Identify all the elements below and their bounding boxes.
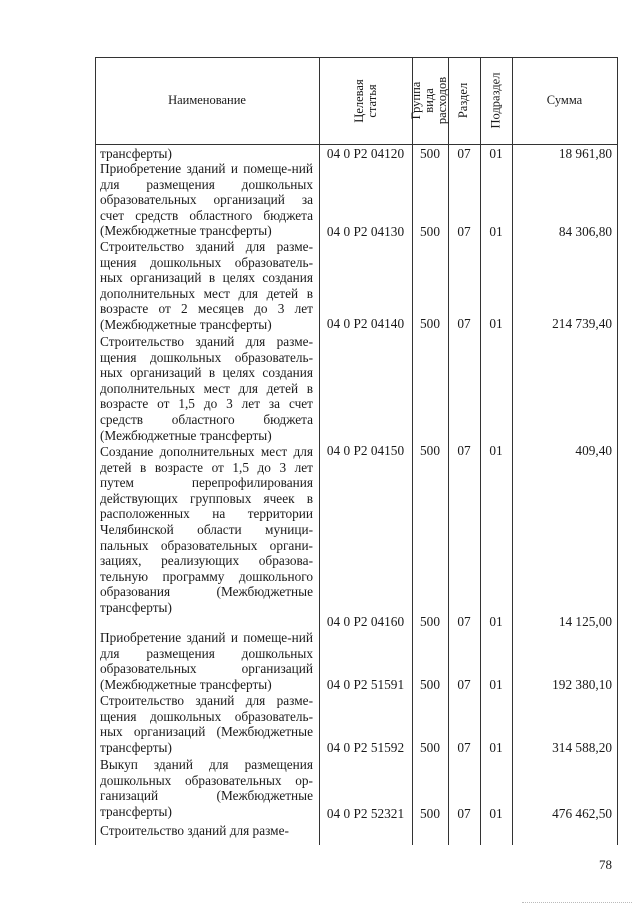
row-subsection: 01: [489, 740, 503, 755]
row-name: Выкуп зданий для размещения дошкольных образовательных ор-ганизаций (Межбюджетные трансферты): [100, 757, 313, 819]
row-group: 500: [420, 740, 440, 755]
row-target-code: 04 0 P2 04120: [326, 146, 405, 161]
row-target-code: 04 0 P2 04150: [326, 443, 405, 458]
row-section: 07: [457, 614, 471, 629]
row-sum: 314 588,20: [552, 740, 612, 755]
row-sum: 409,40: [575, 443, 612, 458]
header-name-cell: [95, 57, 319, 144]
header-group-cell: [409, 57, 450, 144]
header-name: Наименование: [168, 93, 246, 107]
row-name: Строительство зданий для разме-щения дошкольных образователь-ных организаций в целях создания дополнительных мест для детей в возрасте от 1,5 до 3 лет за счет средств областного бюджета (Межбюджетные трансферты): [100, 334, 313, 443]
header-subsection-cell: [480, 57, 512, 144]
row-group: 500: [420, 806, 440, 821]
row-target-code: 04 0 P2 51592: [326, 740, 405, 755]
header-sum: Сумма: [546, 93, 583, 107]
row-section: 07: [457, 316, 471, 331]
page-number: 78: [599, 857, 612, 872]
header-target: Целевая статья: [351, 78, 379, 123]
row-group: 500: [420, 614, 440, 629]
row-section: 07: [457, 740, 471, 755]
row-name: трансферты): [100, 146, 172, 161]
row-subsection: 01: [489, 146, 503, 161]
row-section: 07: [457, 443, 471, 458]
row-subsection: 01: [489, 443, 503, 458]
row-section: 07: [457, 806, 471, 821]
row-target-code: 04 0 P2 51591: [326, 677, 405, 692]
header-subsection: Подраздел: [488, 72, 503, 129]
row-name: Строительство зданий для разме-щения дошкольных образователь-ных организаций в целях создания дополнительных мест для детей в возрасте от 2 месяцев до 3 лет (Межбюджетные трансферты): [100, 239, 313, 332]
footer-rule: [522, 902, 632, 903]
row-sum: 84 306,80: [558, 224, 612, 239]
row-group: 500: [420, 316, 440, 331]
row-name: Приобретение зданий и помеще-ний для размещения дошкольных образовательных организаций (Межбюджетные трансферты): [100, 630, 313, 692]
row-group: 500: [420, 146, 440, 161]
row-target-code: 04 0 P2 52321: [326, 806, 405, 821]
header-section-cell: [448, 57, 480, 144]
row-sum: 192 380,10: [552, 677, 612, 692]
row-sum: 14 125,00: [558, 614, 612, 629]
row-sum: 476 462,50: [552, 806, 612, 821]
row-section: 07: [457, 677, 471, 692]
row-section: 07: [457, 146, 471, 161]
header-section: Раздел: [456, 82, 471, 119]
row-target-code: 04 0 P2 04140: [326, 316, 405, 331]
row-subsection: 01: [489, 224, 503, 239]
header-group: Группа вида расходов: [409, 76, 450, 125]
row-group: 500: [420, 677, 440, 692]
table-border-right: [617, 57, 618, 845]
row-subsection: 01: [489, 614, 503, 629]
header-sum-cell: [512, 57, 617, 144]
row-group: 500: [420, 443, 440, 458]
row-subsection: 01: [489, 677, 503, 692]
table-border-left: [95, 57, 96, 845]
header-target-cell: [319, 57, 412, 144]
row-sum: 214 739,40: [552, 316, 612, 331]
header-divider: [95, 144, 618, 145]
row-section: 07: [457, 224, 471, 239]
row-name: Строительство зданий для разме-щения дошкольных образователь-ных организаций (Межбюджетные трансферты): [100, 693, 313, 755]
row-target-code: 04 0 P2 04130: [326, 224, 405, 239]
row-subsection: 01: [489, 316, 503, 331]
row-name: Создание дополнительных мест для детей в возрасте от 1,5 до 3 лет путем перепрофилирования действующих групповых ячеек в расположенных на территории Челябинской области муници-пальных образовательных органи-зациях, реализующих образова-тельную программу дошкольного образования (Межбюджетные трансферты): [100, 444, 313, 615]
row-name: Приобретение зданий и помеще-ний для размещения дошкольных образовательных организаций за счет средств областного бюджета (Межбюджетные трансферты): [100, 161, 313, 239]
budget-table: [95, 57, 618, 845]
row-name: Строительство зданий для разме-: [100, 823, 289, 838]
row-target-code: 04 0 P2 04160: [326, 614, 405, 629]
row-subsection: 01: [489, 806, 503, 821]
row-group: 500: [420, 224, 440, 239]
row-sum: 18 961,80: [558, 146, 612, 161]
